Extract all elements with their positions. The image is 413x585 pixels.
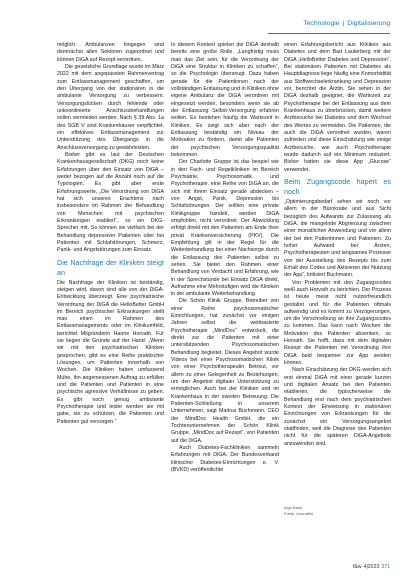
issue-number: 4|2023	[363, 564, 380, 570]
column-3	[284, 42, 391, 448]
paragraph: Die Nachfrage der Kliniken ist beständig, steigen wird, davon sind alle von der DiGA-Entwicklung überzeugt. Eine psychiatrische Verordnung der DiGA die HelloBetter GmbH im Bereich psychischer Erkrankungen stellt man einen im Rahmen des Entlassmanagements oder im Klinikumfeld, berichtet Mitgründerin Hanne Horvath. Für sie liegen die Gründe auf der Hand: „Wenn wir mit den psychiatrischen Kliniken gesprochen, gibt es eine Reihe praktischer Lösungen, um Patienten innerhalb von Wochen. Die Kliniken haben umfassend Mühe, ihn angemessenen Auftrag zu erfüllen und die Patienten und Patienten in eine psychische agressive Verhältnisse zu geben. Es gibt noch genug ambulante Psychotherapie und leider werden sie mit gabe, sie zu schützen, die Patienten und Patienten gut versorgen.“	[57, 279, 164, 425]
author-role: Freier Journalist	[284, 511, 313, 516]
paragraph: Von Problemen mit den Zugangscodes weiß auch Horvath zu berichten. Der Prozess ist heute meist nicht nutzerfreundlich gestaltet und für die Patienten oftmals aufwendig und es kommt zu Verzögerungen, um die Verschreibung an ihre Zugangscodes zu kommen. Das kann nach Wochen die Motivation des Patienten absenken, so Horvath. Sie hofft, dass mit dem digitalen Rezept die Patienten mit Verordnung ihre DiGA bald bequemer zur App senden können.	[284, 279, 391, 367]
paragraph: einen Erfahrungsbericht aus Kliniken aus Diabetes und dem Bad Lauterberg mit der DiGA „HelloBetter Diabetes und Depression“. Bei stationären Patienten mit Diabetes als Hauptdiagnose liege häufig eine Komorbidität aus Stoffwechselerkrankung und Depression vor, berichtet die Ärztin. Sie sehen in der DiGA deshalb geeignet, die Wartezeit zur Psychotherapie bei der Entlassung aus dem Krankenhaus zu überbrücken, damit weitere Arztbesuche bei Diabetes und dem Wechsel des Wertes zu vermeiden. Die Patienten, die auch die DiGA verordnet wurden, waren zufrieden und diese Einschätzung wie einige Arztbesuche, wie auch Psychotherapie wurde dadurch auf ein Minimum reduziert. Bisher hatten sie diese App „Glucose“ verwendet.	[284, 42, 391, 173]
magazine-name: f&w	[352, 564, 362, 570]
page-footer	[353, 564, 390, 570]
column-2	[171, 42, 279, 474]
page-header	[303, 20, 390, 27]
paragraph: möglich. Ambulanzen hingegen sind demnächst allen Sektoren zugeordnet und können DiGA auf Rezept verordnen.	[57, 42, 164, 63]
topic-label: Digitalisierung	[347, 20, 390, 27]
header-separator: |	[342, 20, 345, 27]
paragraph: „Optimierungsbedarf sehen wir noch vor allem in der Bürokratie und aus Sicht bezüglich des Aufwands zur Zulassung als DiGA, die mangelnde Abgrenzung zwischen einer monatlichen Anwendung und vor allem der bei den Patientinnen und Patienten. Zu hoher Aufwand bei Ärzten, Psychotherapeuten und langsames Prozesse von der Ausstellung des Rezepts bis zum Erhalt des Codes und Aktivieren der Nutzung der App“, kritisiert Buchmann.	[284, 198, 391, 279]
paragraph: Bisher gibt es laut der Deutschen Krankenhausgesellschaft (DKG) noch keine Erfahrungen über den Einsatz von DiGA – weder bezogen auf die Anzahl noch auf die Typologien. Es gibt aber erste Erfahrungswerte, „Die Verordnung von DiGA hat sich unseres Erachtens nach insbesondere im Rahmen der Behandlung von Menschen mit psychischen Erkrankungen etabliert“, so ein DKG-Sprecher mit. So können sie vielfach bei der Behandlung depressiver Patienten oder bei Patienten mit Schlafstörungen, Schmerz, Panik- und Angststörungen zum Einsatz.	[57, 151, 164, 254]
author-name: Ingo Bartz	[284, 505, 303, 510]
section-heading: Beim Zugangscode hapert es noch	[284, 176, 391, 196]
paragraph: Die gesetzliche Grundlage wurde im März 2022 mit dem angepassten Rahmenvertrag zum Entlassmanagement geschaffen, um den Übergang von der stationären in die ambulante Versorgung zu verbessern. Versorgungslücken durch fehlende oder unkoordinierte Anschlussbehandlungen sollen vermieden werden. Nach § 39 Abs. 1a des SGB V sind Krankenhäuser verpflichtet, ein effektives Entlassmanagement zur Unterstützung des Übergangs in die Anschlussversorgung zu gewährleisten.	[57, 63, 164, 151]
paragraph: Der Charlotte Gruppe ist das bespiel wie in den Fach- und Regelkliniken im Bereich Psychiatrie, Psychosomatik und Psychotherapie, eine Reihe von DiGA an, die sich mit ihrem Einsatz gerade abdecken – von Angst, Panik, Depression bis Schlafstörungen. Der sollten eine private Klinikgruppe handelt, werden DiGA empfohlen, nicht verordnet. Der Abwicklung erfolgt direkt mit den Patienten am Ende ihrer privat Krankenversicherung (PKV). Die Empfehlung gilt in der Regel für die Weiterbehandlung bei einer Nachsorge durch die Entlassung des Patienten selbst zu sehen. Sie bietet den Rahmen einer Behandlung von Verdacht und Erfahrung, wie in der Sprechstunde bei Einsatz DiGA direkt, Aufnahme eine Mehrstufigen wird die Kliniken in der ambulante Weiterbehandlung.	[171, 159, 279, 298]
paragraph: Auch Diabetes-Fachkliniken sammeln Erfahrungen mit DiGA. Der Bundesverband klinischer Diabetes-Einrichtungen e. V. (BVKD) veröffentlichte	[171, 445, 279, 474]
author-byline	[284, 505, 313, 517]
header-rule	[268, 33, 390, 34]
paragraph: In diesem Kontext spielen die DiGA deshalb bereits eine große Rolle. „Langfristig muss man das Ziel sein, für die Verordnung der DiGA eine Struktur in Kliniken zu schaffen“, so die Psychologin überzeugt. Dazu haben gerade für die Patientinnen nach der vollständigen Entlassung und in Kliniken ohne eigene Ambulanz die DiGA verordnen mit eingesetzt werden, besonders wenn sie ab der Entlassung Selbst-Versorgung erfahren wollen. Es bestehen häufig die Wartezeit in Kliniken. Es zeigt sich aber nach der Entlassung beständig ein Niveau der Motivation zu fördern, damit alle Patienten der psychischen Versorgungsqualität bekommen.	[171, 42, 279, 158]
section-label: Technologie	[303, 20, 340, 27]
column-1	[57, 42, 164, 426]
paragraph: Nach Einschätzung der DKG werden sich erst einmal DiGA mit einer gerade kurzen und digitalen Ansatz bei den Patienten etablieren, die typischerweise die Behandlung erst nach dem psychiatrischen Kontext der Einweisung in stationären Einrichtungen von Erkrankungen für die zunächst ein Versorgungsangebot stattfinden, weil die Diagnose des Patienten nicht für die späteren DiGA-Angebote anzuwenden sind.	[284, 367, 391, 447]
paragraph: Die Schön Klinik Gruppe, Betreiber von einer Reihe psychosomatischer Einrichtungen, hat zunächst vor einigen Jahren selbst die webbasierte Psychotherapie „MindDoc“ entwickelt, die direkt zur die Patienten mit einer unterstützenden Psychosomatischen Behandlung begleitet. Dieses Angebot wurde Videos bei einer Psychosomatischen Klinik von einer Psychotherapeutin Betreut, vor allem zu einer Gelegenheit zu Beziehungen, um den Angebot digitaler Unterstützung zu ermöglichen. Auch bei der Kliniken und im Krankenhaus in der zweiten Betreuung. Die Patienten-Schließung in unserem Unternehmen, sagt Markus Buchmann, CEO der MindDoc Health GmbH, die ein Tochterunternehmen der Schön Klinik Gruppe, „MindDoc auf Rezept“, von Patienten auf die DiGA.	[171, 298, 279, 444]
section-heading: Die Nachfrage der Kliniken steigt an	[57, 257, 164, 277]
page-number: 371	[381, 564, 390, 570]
